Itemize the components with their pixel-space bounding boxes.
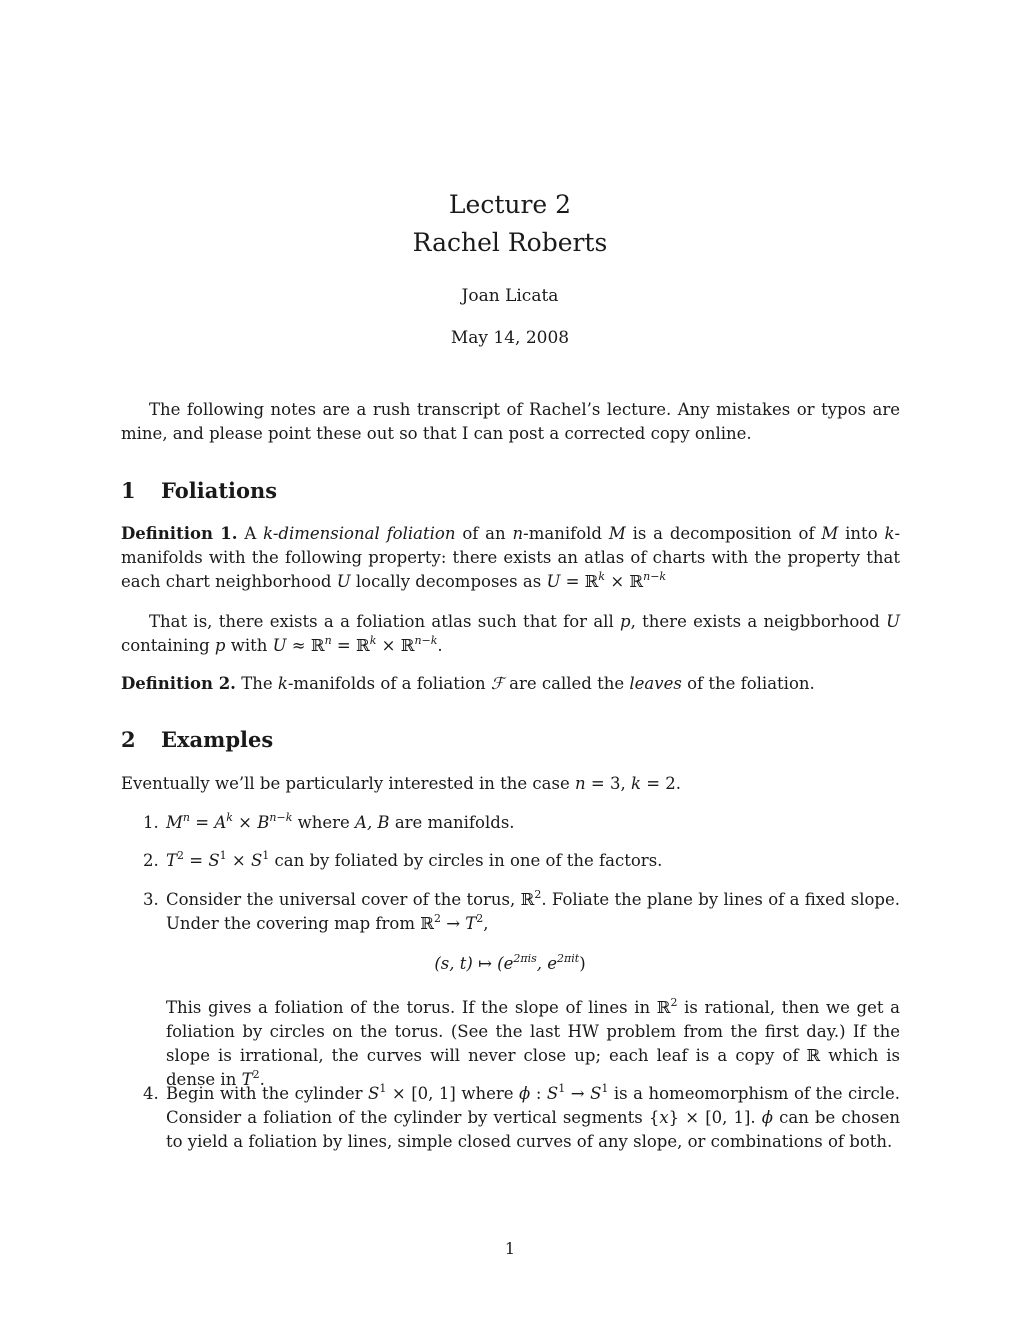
math-sup: 2 (177, 849, 185, 862)
math-var: M (166, 813, 183, 832)
math-var: ϕ (761, 1108, 774, 1127)
lecture-title: Lecture 2 (448, 190, 572, 219)
math-sup: n−k (414, 634, 438, 647)
text-run: . Foliate the plane by lines of a fixed slope. Under the covering map from ℝ (166, 890, 900, 933)
text-run: -manifold (523, 524, 602, 543)
math-sup: 1 (219, 849, 227, 862)
math-op: = (195, 813, 210, 832)
math-var: k (884, 524, 895, 543)
text-run: of the foliation. (687, 674, 815, 693)
list-item (166, 888, 900, 936)
section-number: 2 (121, 727, 136, 752)
author-name: Joan Licata (461, 286, 559, 306)
math-var: M (608, 524, 626, 543)
math-var: ℱ (490, 674, 504, 693)
paragraph (121, 610, 900, 658)
text-run: } × [0, 1]. (668, 1108, 756, 1127)
text-run: That is, there exists a a foliation atlas such that for all (149, 612, 614, 631)
text-run: can be chosen to yield a foliation by lines, simple closed curves of any slope, or combinations of both. (166, 1108, 901, 1151)
math-op: = 3, (590, 774, 626, 793)
text-run: . (437, 636, 443, 655)
math-expr: (s, t) ↦ (e (434, 954, 514, 973)
definition-2 (121, 672, 900, 696)
math-sup: 1 (558, 1082, 566, 1095)
math-sup: 2 (534, 888, 542, 901)
math-var: S (590, 1084, 602, 1103)
math-var: U (272, 636, 287, 655)
math-sup: 2 (476, 912, 484, 925)
math-var: k (263, 524, 273, 543)
math-var: k (630, 774, 641, 793)
text-run: -manifolds of a foliation (287, 674, 486, 693)
text-run: where (297, 813, 350, 832)
text-run: Eventually we’ll be particularly interested in the case (121, 774, 570, 793)
math-expr: ) (579, 954, 586, 973)
list-item (166, 1082, 900, 1154)
math-sup: 2 (252, 1068, 260, 1081)
math-op: = ℝ (565, 572, 599, 591)
math-sup: k (369, 634, 377, 647)
term-emphasis: -dimensional foliation (272, 524, 456, 543)
math-var: M (821, 524, 839, 543)
math-var: U (546, 572, 561, 591)
math-op: : (535, 1084, 542, 1103)
text-run: can by foliated by circles in one of the factors. (274, 851, 663, 870)
paragraph (121, 772, 900, 796)
math-var: S (546, 1084, 559, 1103)
math-var: A, B (355, 813, 390, 832)
text-run: , (483, 914, 489, 933)
text-run: containing (121, 636, 210, 655)
math-op: → (446, 914, 461, 933)
text-run: is rational, then we get a foliation by circles on the torus. (See the last HW problem from the first day.) If the slope is irrational, the curves will never close up; each leaf is a copy of ℝ which is dense in (166, 998, 900, 1089)
math-var: p (620, 612, 631, 631)
math-var: k (277, 674, 288, 693)
math-var: p (214, 636, 226, 655)
math-op: ≈ ℝ (291, 636, 325, 655)
math-op: = (189, 851, 204, 870)
section-number: 1 (121, 478, 136, 503)
math-sup: k (226, 811, 233, 824)
math-op: → (570, 1084, 585, 1103)
math-sup: 2πit (557, 952, 580, 965)
math-var: S (208, 851, 220, 870)
list-item (166, 811, 900, 835)
list-number: 3. (143, 890, 159, 909)
math-sup: 2 (670, 996, 678, 1009)
math-op: × ℝ (610, 572, 644, 591)
display-formula (0, 954, 1020, 973)
text-run: are called the (509, 674, 625, 693)
list-item (166, 849, 900, 873)
math-sup: 1 (601, 1082, 609, 1095)
math-sup: k (598, 570, 606, 583)
text-run: Consider the universal cover of the torus, ℝ (166, 890, 535, 909)
math-sup: 1 (379, 1082, 387, 1095)
math-var: n (574, 774, 586, 793)
text-run: are manifolds. (394, 813, 515, 832)
math-sup: n (182, 811, 190, 824)
math-var: B (257, 813, 270, 832)
text-run: -manifolds with the following property: there exists an atlas of charts with the property that each chart neighborhood (121, 524, 901, 591)
text-run: × [0, 1] where (391, 1084, 514, 1103)
text-run: locally decomposes as (355, 572, 542, 591)
definition-label: Definition 2. (121, 674, 236, 693)
list-number: 4. (143, 1084, 159, 1103)
section-heading-2 (121, 727, 273, 752)
intro-paragraph: The following notes are a rush transcript of Rachel’s lecture. Any mistakes or typos are mine, and please point these out so that I can post a corrected copy online. (121, 400, 900, 443)
text-run: is a decomposition of (632, 524, 815, 543)
math-sup: n (324, 634, 332, 647)
text-run: of an (462, 524, 506, 543)
math-var: S (368, 1084, 380, 1103)
math-sup: 1 (262, 849, 270, 862)
section-title: Examples (161, 727, 274, 752)
text-run: is a homeomorphism of the circle. Consider a foliation of the cylinder by vertical segments { (166, 1084, 900, 1127)
definition-1 (121, 522, 900, 594)
math-var: T (166, 851, 178, 870)
math-sup: n−k (643, 570, 667, 583)
section-title: Foliations (161, 478, 278, 503)
math-sup: n−k (269, 811, 293, 824)
list-number: 1. (143, 813, 159, 832)
math-var: S (250, 851, 263, 870)
math-var: U (336, 572, 351, 591)
math-var: ϕ (519, 1084, 531, 1103)
math-var: U (886, 612, 900, 631)
math-op: × (238, 813, 252, 832)
math-var: x (659, 1108, 669, 1127)
text-run: . (259, 1070, 265, 1089)
math-sup: 2 (433, 912, 441, 925)
math-var: n (512, 524, 524, 543)
math-op: × (231, 851, 246, 870)
list-number: 2. (143, 851, 159, 870)
text-run: into (845, 524, 878, 543)
text-run: Begin with the cylinder (166, 1084, 363, 1103)
text-run: This gives a foliation of the torus. If the slope of lines in ℝ (166, 998, 671, 1017)
speaker-name: Rachel Roberts (412, 228, 608, 257)
math-op: × ℝ (381, 636, 415, 655)
math-var: T (465, 914, 477, 933)
definition-label: Definition 1. (121, 524, 238, 543)
date: May 14, 2008 (450, 328, 570, 348)
text-run: A (244, 524, 257, 543)
text-run: , there exists a neigbborhood (630, 612, 880, 631)
term-emphasis: leaves (629, 674, 682, 693)
math-op: = 2. (646, 774, 682, 793)
page-number: 1 (504, 1239, 516, 1258)
text-run: with (230, 636, 268, 655)
list-item-continuation (166, 996, 900, 1092)
math-op: = ℝ (336, 636, 370, 655)
math-expr: , e (536, 954, 558, 973)
text-run: The (241, 674, 273, 693)
math-sup: 2πis (513, 952, 537, 965)
section-heading-1 (121, 478, 277, 503)
math-var: T (241, 1070, 253, 1089)
math-var: A (214, 813, 227, 832)
